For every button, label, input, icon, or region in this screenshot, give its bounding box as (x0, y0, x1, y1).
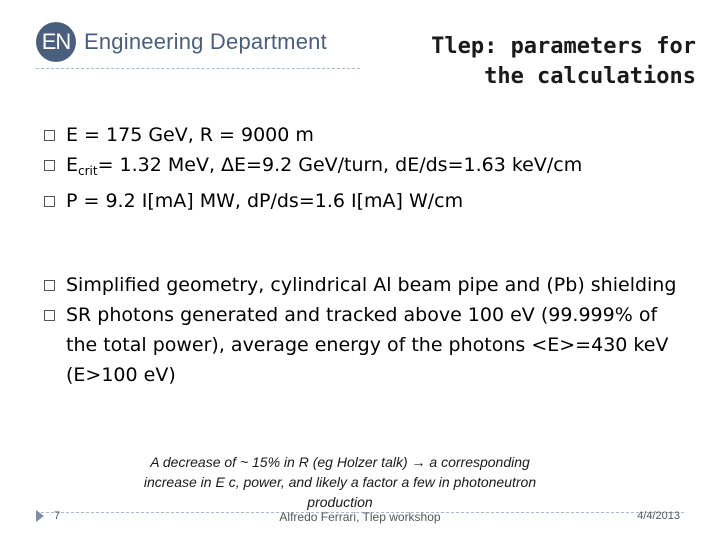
param-text: = 175 GeV, R = 9000 m (78, 124, 314, 146)
param-ecrit (44, 150, 694, 186)
param-label: E (66, 124, 79, 146)
slide-marker-icon (36, 510, 44, 522)
footnote-line-1: A decrease of ~ 15% in R (eg Holzer talk) → a corresponding (150, 454, 530, 470)
header-divider (36, 68, 360, 69)
bullet-box-icon (44, 160, 55, 171)
title-line-2: the calculations (484, 64, 696, 89)
notes-list (44, 270, 694, 390)
slide-number: 7 (54, 510, 61, 522)
param-energy (44, 120, 694, 150)
footer-author: Alfredo Ferrari, Tlep workshop (279, 510, 441, 524)
parameter-list (44, 120, 694, 216)
bullet-box-icon (44, 310, 55, 321)
footnote-line-2: increase in E c, power, and likely a factor a few in photoneutron (143, 474, 537, 490)
note-geometry (44, 270, 694, 300)
logo-text: Engineering Department (84, 29, 327, 54)
param-text: = 1.32 MeV, ΔE=9.2 GeV/turn, dE/ds=1.63 keV/cm (97, 154, 583, 176)
note-text: Simplified geometry, cylindrical Al beam pipe and (Pb) shielding (66, 274, 677, 296)
footnote (90, 452, 590, 512)
logo-mark: EN (36, 22, 76, 62)
param-label: E (66, 154, 79, 176)
footer-date: 4/4/2013 (637, 510, 680, 522)
slide-title (376, 32, 696, 92)
bullet-box-icon (44, 280, 55, 291)
title-line-1: Tlep: parameters for (431, 34, 696, 59)
footnote-line-3: production (307, 494, 373, 510)
param-label: P (66, 190, 78, 212)
note-text: SR photons generated and tracked above 100 eV (99.999% of the total power), average energy of the photons <E>=430 keV (E>100 eV) (66, 304, 669, 386)
note-photons (44, 300, 694, 390)
en-logo (36, 22, 327, 62)
bullet-box-icon (44, 130, 55, 141)
param-subscript: crit (78, 164, 98, 178)
param-power (44, 186, 694, 216)
bullet-box-icon (44, 196, 55, 207)
param-text: = 9.2 I[mA] MW, dP/ds=1.6 I[mA] W/cm (77, 190, 464, 212)
